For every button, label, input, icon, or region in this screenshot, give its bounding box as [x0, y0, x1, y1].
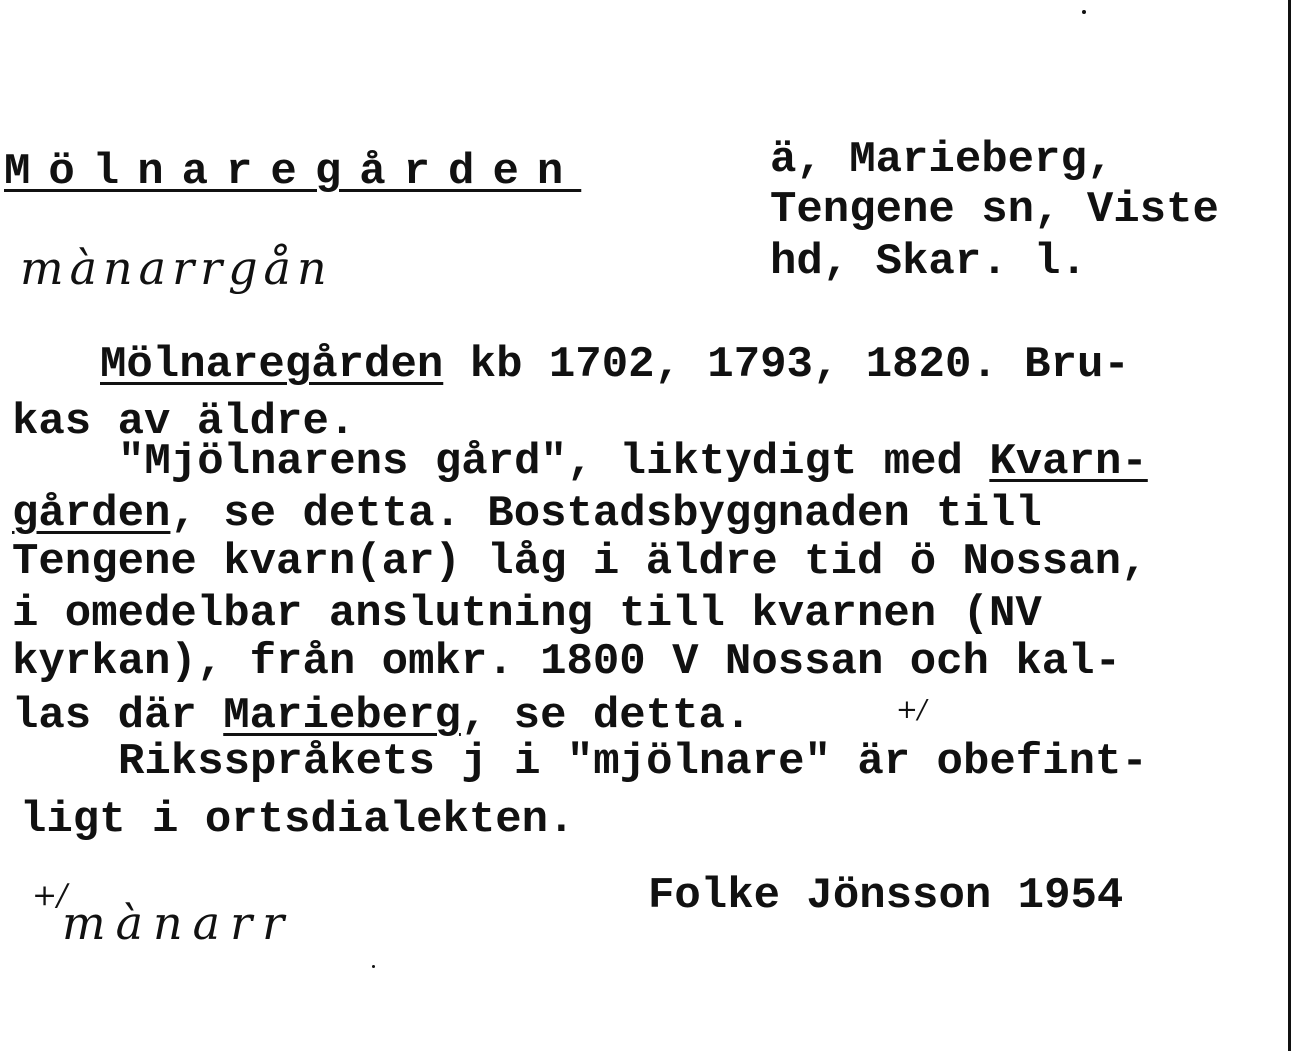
paragraph-3-line-1: [118, 737, 1148, 787]
paragraph-3-line-2: ligt i ortsdialekten.: [20, 795, 575, 845]
paragraph-2-line-1: [118, 437, 1148, 487]
cross-reference: gården: [12, 489, 171, 539]
footnote-mark: +/: [896, 695, 927, 725]
cross-reference: Marieberg: [223, 691, 461, 741]
paragraph-2-line-5: kyrkan), från omkr. 1800 V Nossan och kal-: [12, 637, 1121, 687]
paragraph-2-text: "Mjölnarens gård", liktydigt med: [118, 437, 990, 487]
paragraph-1-text: kb 1702, 1793, 1820. Bru-: [443, 340, 1130, 390]
paragraph-2-line-2: [12, 489, 1042, 539]
location-line-2: Tengene sn, Viste: [770, 185, 1219, 235]
paragraph-2-text: , se detta.: [460, 691, 752, 741]
paragraph-1-line-2: kas av äldre.: [12, 397, 356, 447]
signature: Folke Jönsson 1954: [648, 871, 1124, 921]
ink-speck: [372, 965, 375, 968]
paragraph-2-line-4: i omedelbar anslutning till kvarnen (NV: [12, 589, 1042, 639]
headword: Mölnaregården: [4, 147, 582, 197]
footnote-mark: +/: [32, 878, 68, 913]
location-line-3: hd, Skar. l.: [770, 237, 1087, 287]
place-name-link: Mölnaregården: [100, 340, 444, 390]
paragraph-3-text: är obefint-: [857, 737, 1148, 787]
paragraph-2-line-3: Tengene kvarn(ar) låg i äldre tid ö Nossan,: [12, 537, 1148, 587]
paragraph-3-text: Riksspråkets j i "mjölnare": [118, 737, 831, 787]
footnote-phonetic: mànarr: [62, 896, 295, 950]
paragraph-1-line-1: [100, 340, 1130, 390]
cross-reference: Kvarn-: [989, 437, 1148, 487]
paragraph-2-line-6: [12, 691, 752, 741]
phonetic-transcription: mànarrgån: [20, 241, 333, 295]
card-edge: [1288, 0, 1291, 1051]
location-line-1: ä, Marieberg,: [770, 135, 1114, 185]
paragraph-2-text: las där: [12, 691, 224, 741]
ink-speck: [1082, 10, 1086, 14]
paragraph-2-text: , se detta. Bostadsbyggnaden till: [170, 489, 1042, 539]
